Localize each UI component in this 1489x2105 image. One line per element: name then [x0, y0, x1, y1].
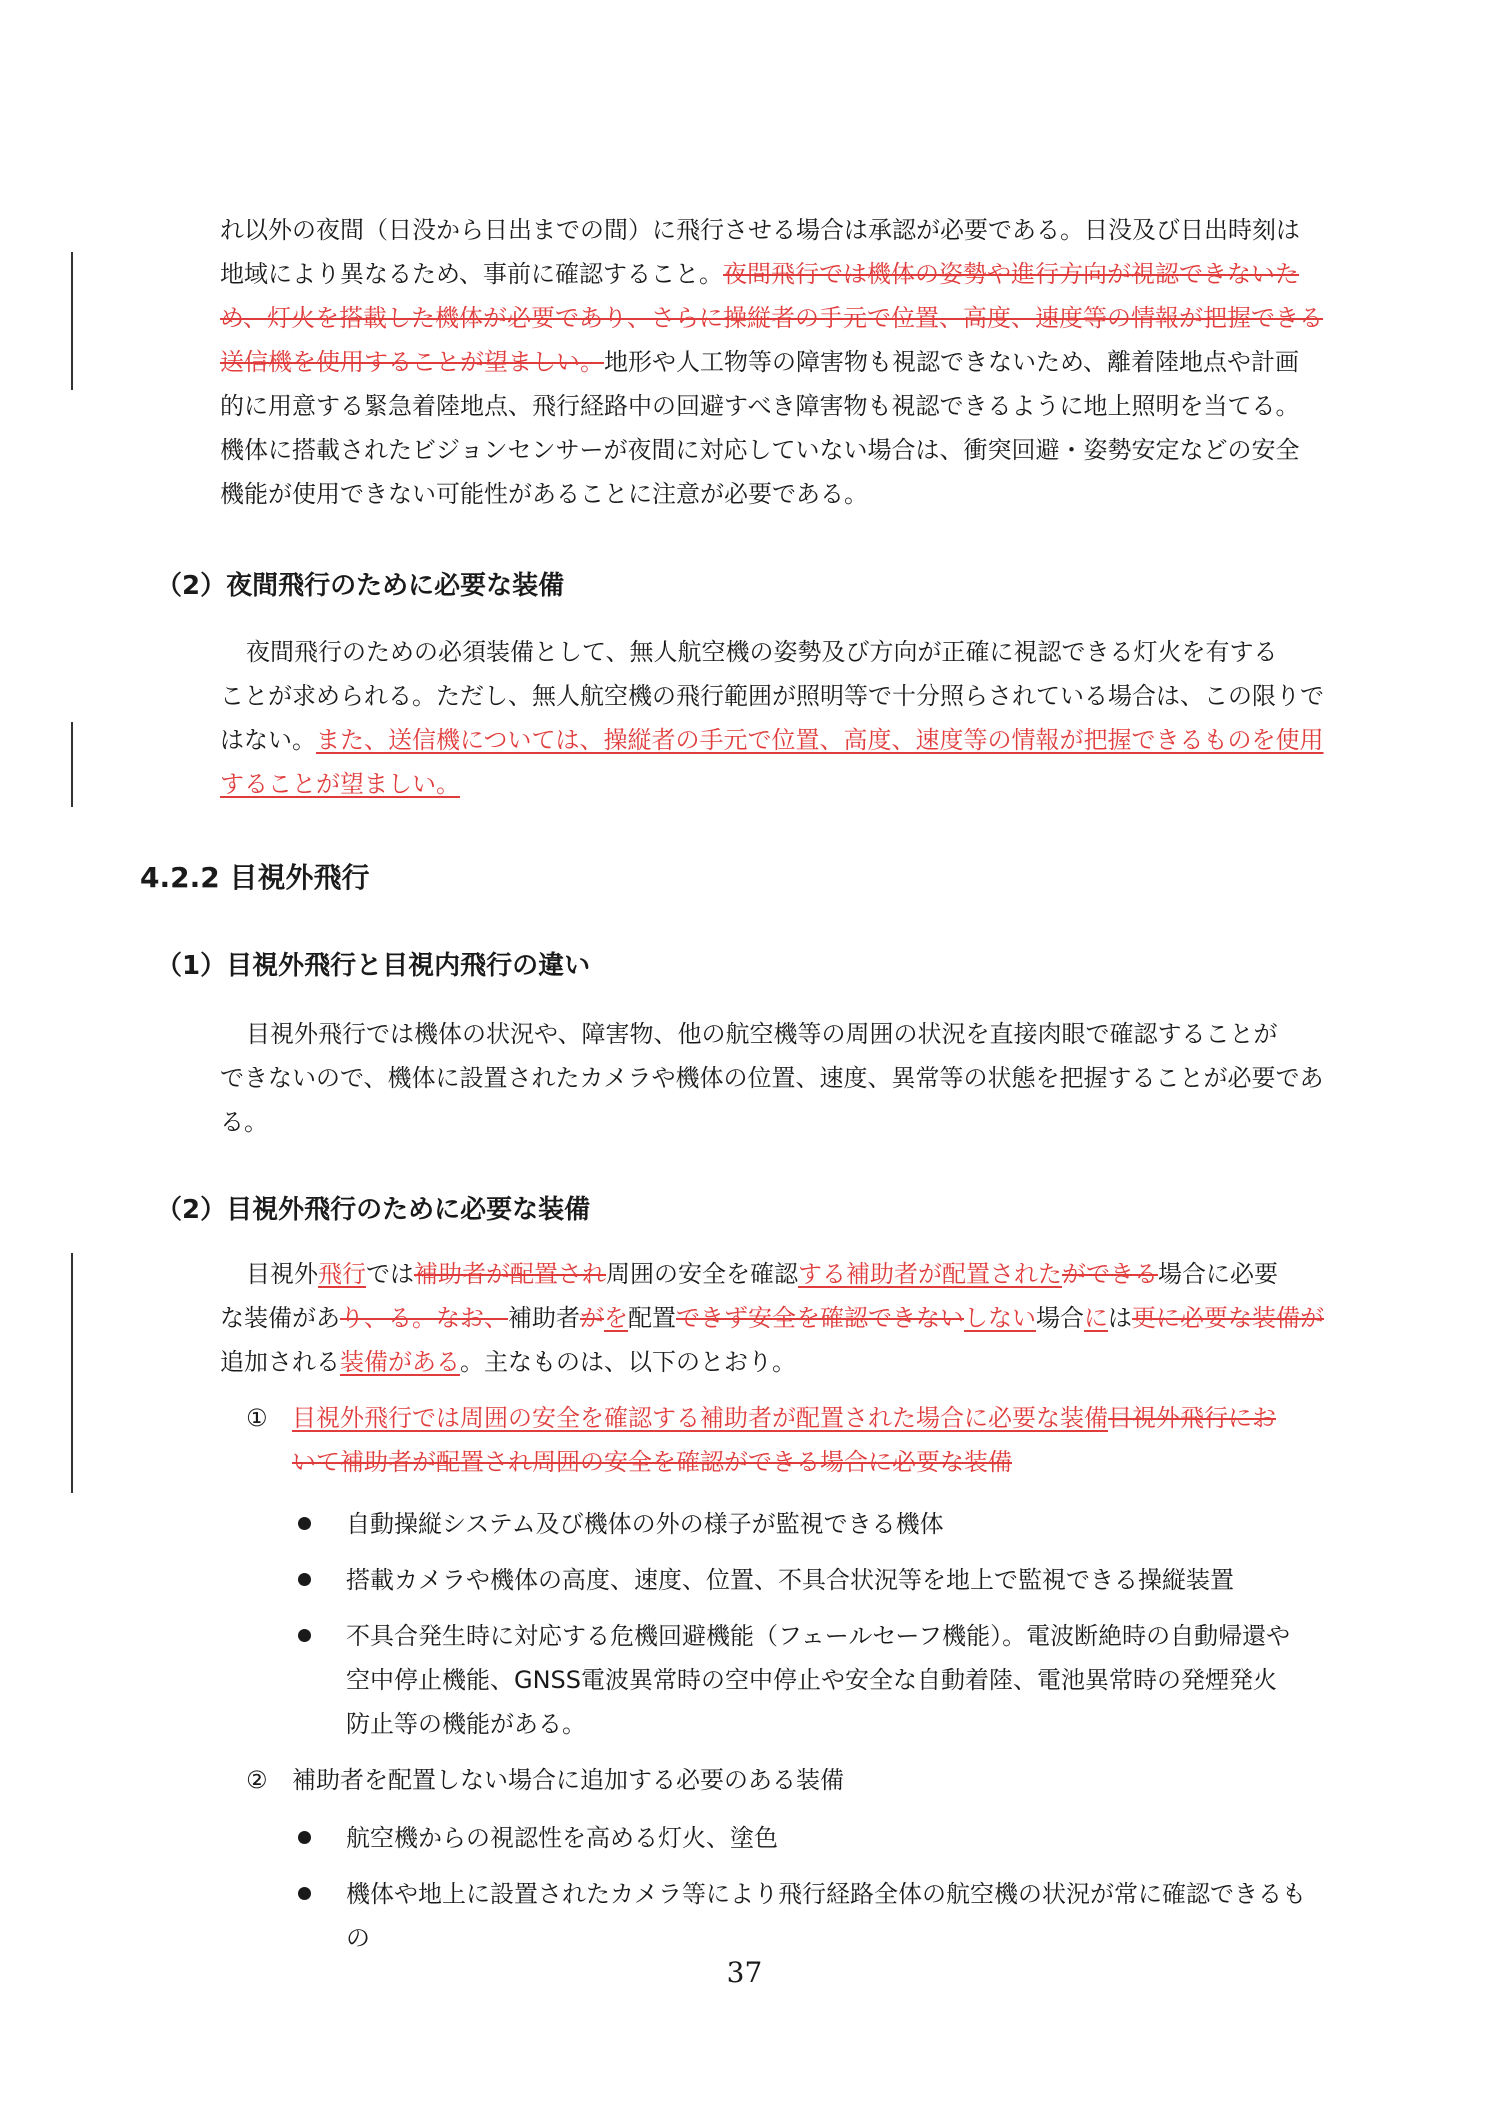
list-item-continuation: の: [346, 1924, 370, 1952]
page-number: 37: [726, 1956, 763, 1989]
list-item-continuation: 防止等の機能がある。: [346, 1710, 586, 1738]
deleted-text: 夜間飛行では機体の姿勢や進行方向が視認できないた: [723, 260, 1300, 288]
list-item: 航空機からの視認性を高める灯火、塗色: [346, 1824, 778, 1852]
list-item: 不具合発生時に対応する危機回避機能（フェールセーフ機能）。電波断絶時の自動帰還や: [346, 1622, 1291, 1650]
text-line: な装備があり、る。なお、補助者がを配置できず安全を確認できないしない場合には更に必要な装備が: [220, 1304, 1324, 1332]
list-item: 自動操縦システム及び機体の外の様子が監視できる機体: [346, 1510, 944, 1538]
text-line: 追加される装備がある。主なものは、以下のとおり。: [220, 1348, 796, 1376]
deleted-text: 送信機を使用することが望ましい。: [220, 348, 604, 376]
text-line: ことが求められる。ただし、無人航空機の飛行範囲が照明等で十分照らされている場合は、この限りで: [220, 682, 1324, 710]
bullet-icon: [298, 1887, 311, 1900]
text-line: 的に用意する緊急着陸地点、飛行経路中の回避すべき障害物も視認できるように地上照明を当てる。: [220, 392, 1300, 420]
text-line: 補助者を配置しない場合に追加する必要のある装備: [292, 1766, 844, 1794]
text-line: 目視外飛行では補助者が配置され周囲の安全を確認する補助者が配置されたができる場合に必要: [246, 1260, 1278, 1288]
text-line: 夜間飛行のための必須装備として、無人航空機の姿勢及び方向が正確に視認できる灯火を有する: [246, 638, 1278, 666]
inserted-text: 飛行: [318, 1260, 366, 1288]
bullet-icon: [298, 1629, 311, 1642]
text-line: [292, 1402, 1276, 1434]
subsection-heading: （2）目視外飛行のために必要な装備: [156, 1195, 591, 1225]
text-line: 目視外飛行では機体の状況や、障害物、他の航空機等の周囲の状況を直接肉眼で確認することが: [246, 1020, 1278, 1048]
deleted-text: 更に必要な装備が: [1132, 1304, 1324, 1332]
inserted-text: することが望ましい。: [220, 770, 460, 798]
text-line: 送信機を使用することが望ましい。地形や人工物等の障害物も視認できないため、離着陸地点や計画: [220, 348, 1300, 376]
text-line: [292, 1446, 1012, 1478]
deleted-text: いて補助者が配置され周囲の安全を確認ができる場合に必要な装備: [292, 1448, 1012, 1476]
inserted-text: する補助者が配置された: [798, 1260, 1062, 1288]
circled-number: ①: [246, 1404, 268, 1432]
inserted-text: に: [1084, 1304, 1108, 1332]
text-line: 機能が使用できない可能性があることに注意が必要である。: [220, 480, 868, 508]
text-line: はない。また、送信機については、操縦者の手元で位置、高度、速度等の情報が把握できるものを使用: [220, 726, 1324, 754]
list-item-continuation: 空中停止機能、GNSS電波異常時の空中停止や安全な自動着陸、電池異常時の発煙発火: [346, 1666, 1278, 1694]
bullet-icon: [298, 1517, 311, 1530]
subsection-heading: （1）目視外飛行と目視内飛行の違い: [156, 951, 591, 981]
bullet-icon: [298, 1831, 311, 1844]
inserted-text: 装備がある: [340, 1348, 460, 1376]
text-line: 機体に搭載されたビジョンセンサーが夜間に対応していない場合は、衝突回避・姿勢安定などの安全: [220, 436, 1300, 464]
deleted-text: 補助者が配置され: [414, 1260, 606, 1288]
inserted-text: を: [604, 1304, 628, 1332]
change-bar: [71, 722, 73, 807]
inserted-text: また、送信機については、操縦者の手元で位置、高度、速度等の情報が把握できるものを使用: [316, 726, 1324, 754]
inserted-text: しない: [964, 1304, 1036, 1332]
text-line: 地域により異なるため、事前に確認すること。夜間飛行では機体の姿勢や進行方向が視認できないた: [220, 260, 1300, 288]
deleted-text: できず安全を確認できない: [676, 1304, 964, 1332]
section-heading: 4.2.2 目視外飛行: [140, 861, 370, 894]
subsection-heading: （2）夜間飛行のために必要な装備: [156, 571, 565, 601]
circled-number: ②: [246, 1766, 268, 1794]
deleted-text: ができる: [1062, 1260, 1158, 1288]
bullet-icon: [298, 1573, 311, 1586]
deleted-text: が: [580, 1304, 604, 1332]
change-bar: [71, 1253, 73, 1493]
deleted-text: め、灯火を搭載した機体が必要であり、さらに操縦者の手元で位置、高度、速度等の情報が把握できる: [220, 304, 1324, 332]
text-line: [220, 302, 1323, 334]
deleted-text: り、る。なお、: [340, 1304, 508, 1332]
text-line: れ以外の夜間（日没から日出までの間）に飛行させる場合は承認が必要である。日没及び日出時刻は: [220, 216, 1300, 244]
change-bar: [71, 252, 73, 390]
inserted-text: 目視外飛行では周囲の安全を確認する補助者が配置された場合に必要な装備: [292, 1404, 1108, 1432]
deleted-text: 目視外飛行にお: [1108, 1404, 1276, 1432]
text-line: [220, 768, 460, 800]
text-line: できないので、機体に設置されたカメラや機体の位置、速度、異常等の状態を把握することが必要であ: [220, 1064, 1324, 1092]
list-item: 機体や地上に設置されたカメラ等により飛行経路全体の航空機の状況が常に確認できるも: [346, 1880, 1306, 1908]
list-item: 搭載カメラや機体の高度、速度、位置、不具合状況等を地上で監視できる操縦装置: [346, 1566, 1234, 1594]
text-line: る。: [220, 1108, 268, 1136]
